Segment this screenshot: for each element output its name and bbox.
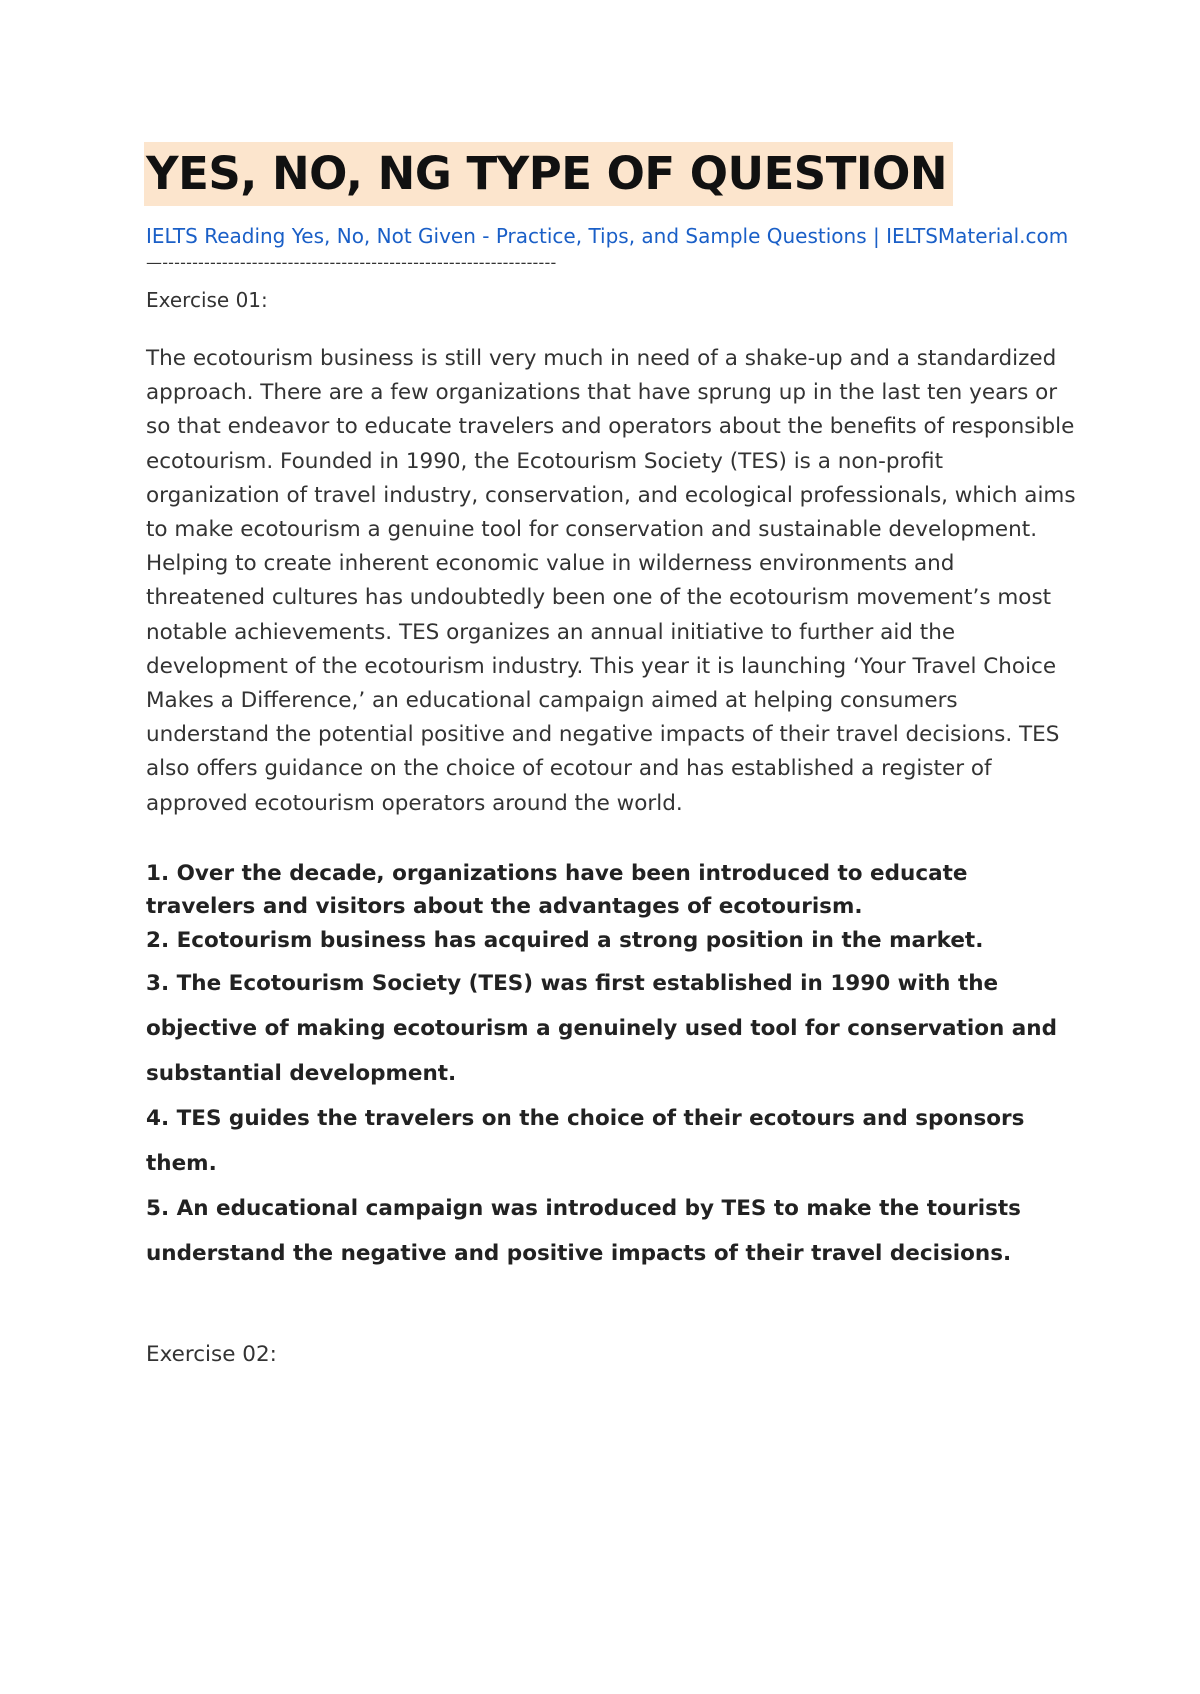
source-link[interactable]: IELTS Reading Yes, No, Not Given - Practice, Tips, and Sample Questions | IELTSMaterial.com	[146, 224, 1069, 248]
exercise-01-label: Exercise 01:	[146, 288, 268, 312]
title-highlight	[144, 142, 953, 206]
document-page	[146, 142, 1076, 1372]
question-item-3: 3. The Ecotourism Society (TES) was first established in 1990 with the objective of making ecotourism a genuinely used tool for conservation and substantial development.	[146, 971, 1057, 1087]
exercise-02-label: Exercise 02:	[146, 1342, 277, 1368]
question-item-1: 1. Over the decade, organizations have been introduced to educate travelers and visitors about the advantages of ecotourism.	[146, 860, 968, 920]
question-item-4: 4. TES guides the travelers on the choice of their ecotours and sponsors them.	[146, 1106, 1025, 1177]
question-item-2: 2. Ecotourism business has acquired a strong position in the market.	[146, 927, 984, 953]
question-item-5: 5. An educational campaign was introduced by TES to make the tourists understand the negative and positive impacts of their travel decisions.	[146, 1196, 1021, 1267]
reading-passage: The ecotourism business is still very much in need of a shake-up and a standardized approach. There are a few organizations that have sprung up in the last ten years or so that endeavor to educate travelers and operators about the benefits of responsible ecotourism. Founded in 1990, the Ecotourism Society (TES) is a non-profit organization of travel industry, conservation, and ecological professionals, which aims to make ecotourism a genuine tool for conservation and sustainable development. Helping to create inherent economic value in wilderness environments and threatened cultures has undoubtedly been one of the ecotourism movement’s most notable achievements. TES organizes an annual initiative to further aid the development of the ecotourism industry. This year it is launching ‘Your Travel Choice Makes a Difference,’ an educational campaign aimed at helping consumers understand the potential positive and negative impacts of their travel decisions. TES also offers guidance on the choice of ecotour and has established a register of approved ecotourism operators around the world.	[146, 346, 1076, 816]
separator-line: —------------------------------------------------------------------	[146, 253, 557, 272]
page-title: YES, NO, NG TYPE OF QUESTION	[146, 147, 948, 200]
question-list	[146, 857, 1076, 1277]
